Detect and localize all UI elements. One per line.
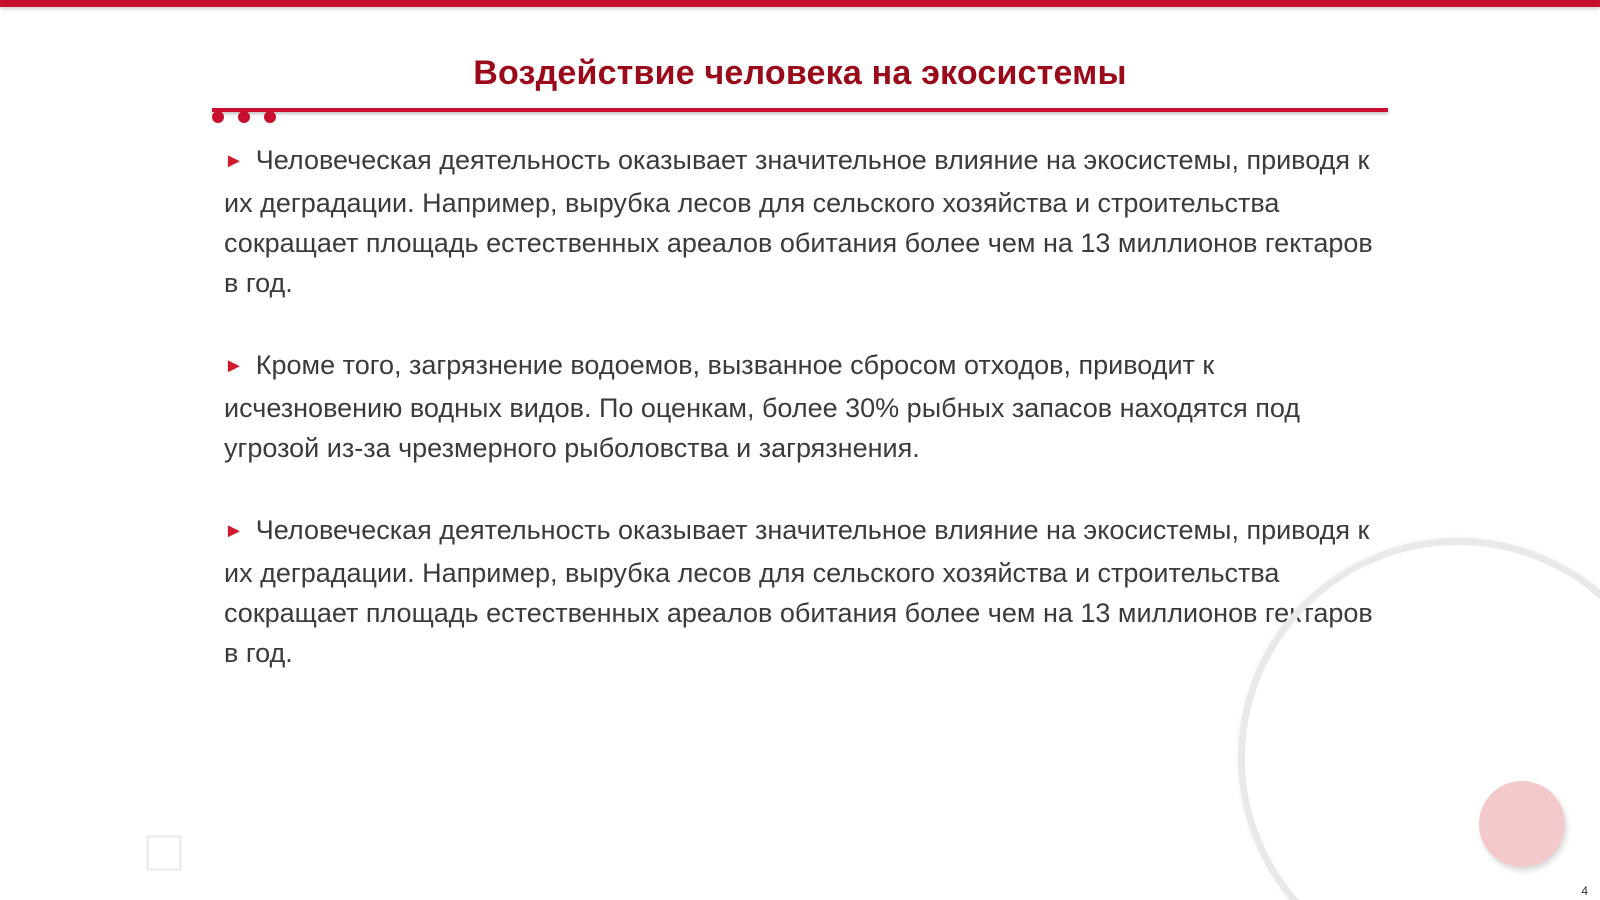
slide-title: Воздействие человека на экосистемы	[473, 54, 1127, 92]
dot-icon	[238, 111, 250, 123]
dot-icon	[264, 111, 276, 123]
triangle-right-icon: ►	[224, 355, 244, 377]
top-accent-bar	[0, 0, 1600, 7]
bullet-text: Человеческая деятельность оказывает значительное влияние на экосистемы, приводя к их деградации. Например, вырубка лесов для сельского хозяйства и строительства сокращает площадь естественных ареалов обитания более чем на 13 миллионов гектаров в год.	[224, 515, 1373, 668]
bullet-text: Человеческая деятельность оказывает значительное влияние на экосистемы, приводя к их деградации. Например, вырубка лесов для сельского хозяйства и строительства сокращает площадь естественных ареалов обитания более чем на 13 миллионов гектаров в год.	[224, 145, 1373, 298]
bullet-text: Кроме того, загрязнение водоемов, вызванное сбросом отходов, приводит к исчезновению водных видов. По оценкам, более 30% рыбных запасов находятся под угрозой из-за чрезмерного рыболовства и загрязнения.	[224, 350, 1300, 463]
triangle-right-icon: ►	[224, 150, 244, 172]
bullet-list	[224, 140, 1374, 715]
decorative-square	[146, 835, 182, 871]
bullet-item	[224, 140, 1374, 303]
bullet-item	[224, 345, 1374, 468]
dot-icon	[212, 111, 224, 123]
title-underline	[212, 108, 1388, 112]
triangle-right-icon: ►	[224, 520, 244, 542]
page-number: 4	[1581, 884, 1588, 898]
decorative-pink-circle	[1479, 781, 1565, 867]
bullet-item	[224, 510, 1374, 673]
